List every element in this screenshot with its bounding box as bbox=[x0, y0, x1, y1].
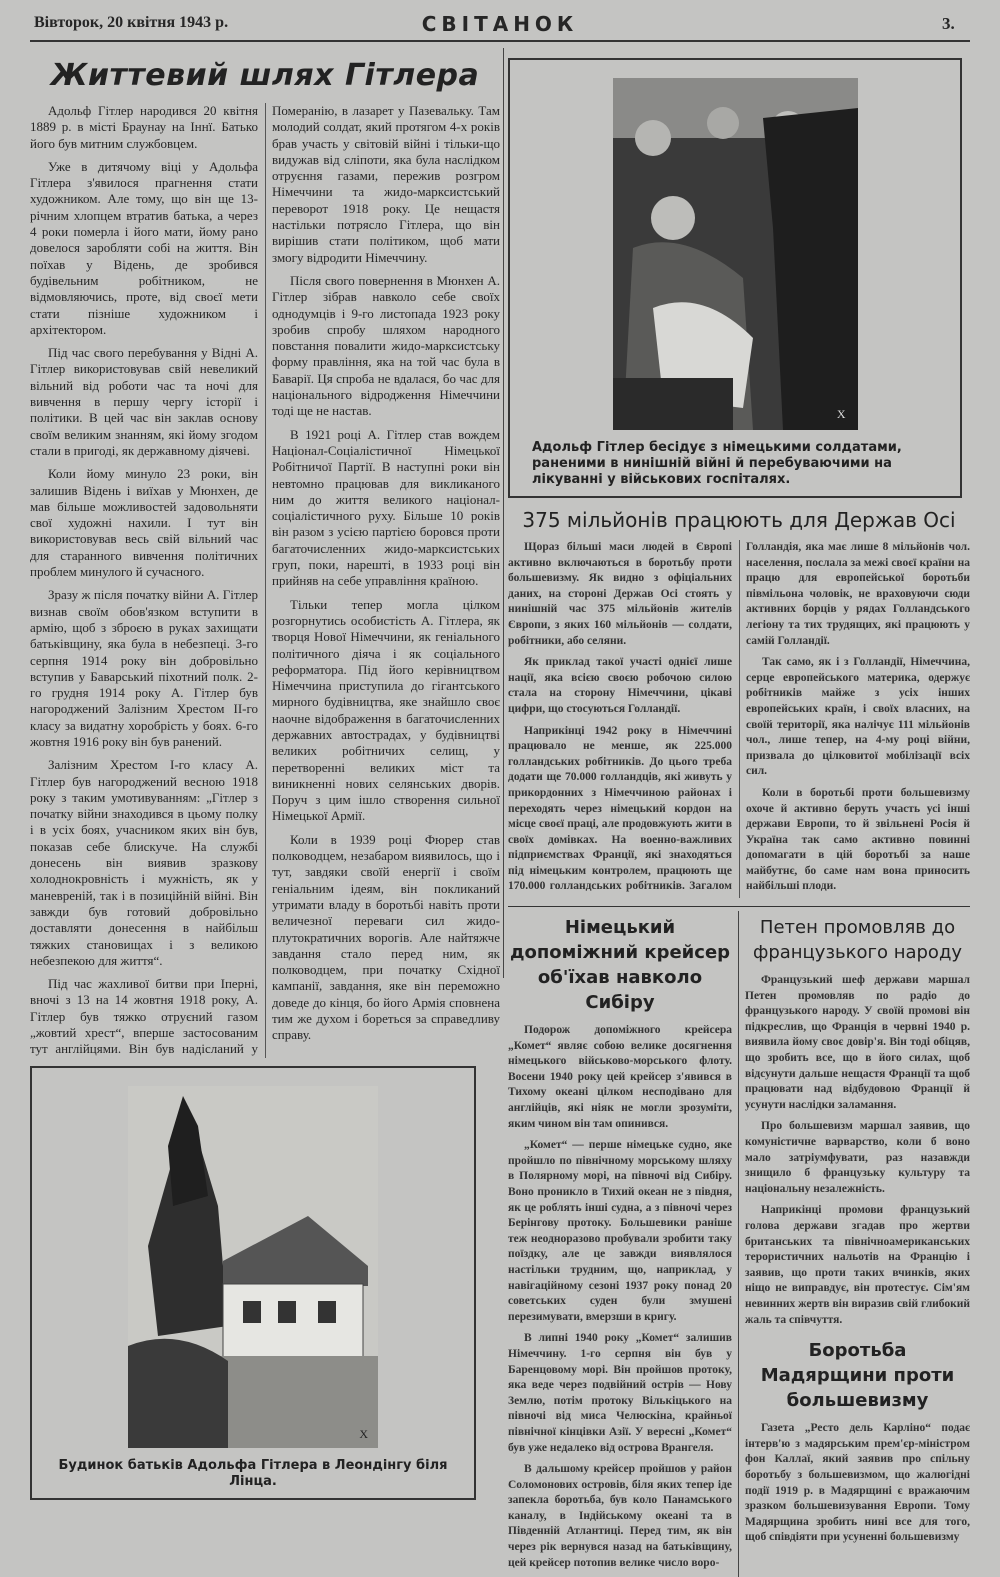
article-title-komet: Німецький допоміжний крейсер об'їхав навколо Сибіру bbox=[509, 917, 731, 1014]
photo-box-soldiers bbox=[508, 58, 962, 498]
photo-mark: X bbox=[836, 407, 846, 421]
article-paragraph: Коли в боротьбі проти большевизму охоче й активно беруть участь усі інші держави Европи, то й звільнені Росія й Україна так само активно повинні допомагати в цій боротьбі за наше майбутнє, бо саме нам вона приносить найбільші плоди. bbox=[746, 786, 970, 893]
article-paragraph: Як приклад такої участі однієї лише нації, яка всією своєю робочою силою стала на сторону Німеччини, цікаві цифри, що стосуються Голландії. bbox=[508, 656, 732, 715]
article-paragraph: В 1921 році А. Гітлер став вождем Націонал-Соціалістичної Німецької Робітничої Партії. В наступні роки він невтомно працював для викликаного ним до життя великого націонал-соціалістичного руху. Більше 10 років він разом з усією партією боровся проти багаточисленних жидо-марксистських груп, поки, нарешті, в 1933 році він прийняв на себе управління країною. bbox=[272, 426, 500, 589]
article-title-hungary: Боротьба Мадярщини проти большевизму bbox=[760, 1340, 955, 1412]
soldiers-image bbox=[613, 78, 858, 430]
article-title-axis: 375 мільйонів працюють для Держав Осі bbox=[522, 508, 956, 532]
issue-date: Вівторок, 20 квітня 1943 р. bbox=[34, 14, 229, 31]
left-section bbox=[30, 44, 500, 1500]
komet-column bbox=[508, 911, 739, 1577]
article-paragraph: Під час жахливої битви при Іперні, вночі з 13 на 14 жовтня 1918 року, А. Гітлер був тяжко отруєний газом „жовтий хрест“, вперше застосованим тут англійцями. Він був надісланий у Померанію, в лазарет у Пазевальку. Там молодий солдат, який протягом 4-х років брав участь у світовій війні і тільки-що видужав від сліпоти, яка була наслідком отруєння газами, пережив розгром Німеччини та жидо-марксистський переворот 1918 року. Це нещастя настільки потрясло Гітлера, що він вирішив стати політиком, щоб мати змогу відродити Німеччину. bbox=[30, 103, 500, 1057]
article-paragraph: Після свого повернення в Мюнхен А. Гітлер зібрав навколо себе своїх однодумців і 9-го листопада 1923 року зробив спробу шляхом народного повстання повалити жидо-марксистську форму правління, яка на той час була в Баварії. Ця спроба не вдалася, бо час для національного відродження Німеччини тоді ще не настав. bbox=[272, 272, 500, 419]
newspaper-title: СВІТАНОК bbox=[421, 12, 579, 36]
house-photo bbox=[128, 1086, 378, 1448]
article-paragraph: В липні 1940 року „Комет“ залишив Німеччину. 1-го серпня він був у Баренцовому морі. Він пройшов протоку, яка веде через подвійний острів — Нову Землю, потім протоку Вількіцького на півночі від миса Челюскіна, крайньої північної кінцівки Азії. У вересні „Комет“ був уже недалеко від острова Врангеля. bbox=[508, 1332, 732, 1454]
article-paragraph: Тільки тепер могла цілком розгорнутись особистість А. Гітлера, як творця Нової Німеччини, як геніального політичного діяча і як соціального реформатора. Під його керівництвом Німеччина приступила до гігантського мирного будівництва, яке знайшло своє наочне відображення в багаточисленних державних автострадах, у будівництві великих робітничих селищ, у перетворенні великих міст та виникненні нових селянських дворів. Поруч з цим ішло створення сильної Німецької Армії. bbox=[272, 596, 500, 824]
article-title-petain: Петен промовляв до французького народу bbox=[752, 917, 963, 964]
article-paragraph: Уже в дитячому віці у Адольфа Гітлера з'явилося прагнення стати художником. Але тому, що він ще 13-річним хлопцем втратив батька, а через 4 роки померла і його мати, йому рано довелося заробляти собі на життя. Він поїхав у Відень, де зробився будівельним робітником, не відмовляючись, проте, від своєї мети стати пізніше художником і архітектором. bbox=[30, 158, 258, 337]
article-body-hungary bbox=[745, 1421, 970, 1546]
column-divider bbox=[503, 48, 504, 978]
article-title-hitler: Життевий шлях Гітлера bbox=[50, 58, 480, 93]
article-paragraph: В дальшому крейсер пройшов у район Соломонових островів, біля яких тепер іде запекла боротьба, був коло Панамського каналу, в Індійському океані та в Південній Атлантиці. Перед тим, як він через рік вернувся назад на батьківщину, цей крейсер потопив велике число воро- bbox=[508, 1463, 732, 1569]
article-paragraph: Коли в 1939 році Фюрер став полководцем, незабаром виявилось, що і тут, завдяки своїй енергії і своїм геніальним ідеям, він покликаний утримати владу в боротьбі навіть проти величезної переваги сил жидо-плутократичних ворогів. Але найтяжче завдання стало перед ним, як полководцем, при початку Східної кампанії, завдання, яке він переможно доведе до кінця, бо його Армія сповнена тим же духом і бореться за справедливу справу. bbox=[272, 831, 500, 1043]
article-paragraph: Щораз більші маси людей в Європі активно включаються в боротьбу проти большевизму. Як видно з офіціальних даних, на стороні Держав Осі стоять у нинішній час 375 мільйонів жителів Європи, з яких 160 мільйонів — солдати, робітники, або селяни. bbox=[508, 541, 732, 647]
article-paragraph: Наприкінці 1942 року в Німеччині працювало не менше, як 225.000 голландських робітників. До цього треба додати ще 70.000 голландців, які живуть у прикордонних з Німеччиною районах і переходять через німецький кордон на місце своєї праці, але продовжують жити в своїх домівках. На военно-важливих підприємствах Франції, які знаходяться під німецьким контролем, працюють ще 170.000 голландських робітників. Загалом Голландія, яка має лише 8 мільйонів чол. населення, послала за межі своєї країни на працю для европейської боротьби півмільона чоловік, не враховуючи сюди активних борців у рядах Голландського легіону та тих трудящих, які працюють у самій Голландії. bbox=[508, 541, 970, 893]
right-column bbox=[739, 911, 970, 1577]
article-paragraph: Французький шеф держави маршал Петен промовляв по радіо до французького народу. У своїй промові він підкреслив, що Франція в червні 1940 р. виявила йому своє довір'я. Він тоді обіцяв, що зробить все, що в його силах, щоб відсунути дальше нещастя Франції та щоб працювати над відбудовою Франції й усунути наслідки заламання. bbox=[745, 974, 970, 1111]
article-body-axis bbox=[508, 540, 970, 898]
article-body-hitler bbox=[30, 103, 500, 1058]
article-paragraph: Подорож допоміжного крейсера „Комет“ являє собою велике досягнення німецького військово-морського флоту. Восени 1940 року цей крейсер з'явився в Тихому океані цілком несподівано для англійців, які ніяк не могли зрозуміти, яким чином він там опинився. bbox=[508, 1024, 732, 1130]
article-paragraph: Коли йому минуло 23 роки, він залишив Відень і виїхав у Мюнхен, де мав більше можливостей задовольняти свої художні нахили. І тут він використовував весь свій вільний час для старанного вивчення політичних проблем минулого й сучасного. bbox=[30, 466, 258, 580]
article-paragraph: Зразу ж після початку війни А. Гітлер визнав своїм обов'язком вступити в армію, щоб з зброєю в руках захищати батьківщину, яка була в небезпеці. 3-го серпня 1914 року він добровільно вступив у Баварський піхотний полк. 2-го грудня 1914 року А. Гітлер був нагороджений Залізним Хрестом II-го класу за видатну хоробрість у боях. 6-го жовтня 1916 року він був ранений. bbox=[30, 587, 258, 749]
photo-mark: X bbox=[359, 1426, 368, 1441]
photo-caption-house: Будинок батьків Адольфа Гітлера в Леондінгу біля Лінца. bbox=[58, 1457, 448, 1489]
article-paragraph: Залізним Хрестом I-го класу А. Гітлер був нагороджений весною 1918 року з таким умотивуванням: „Гітлер з початку війни знаходився в цьому полку і в усіх боях, учасником яких він був, показав себе блискуче. На службі донесень він виявив зразкову холоднокровність і мужність, як у маневреній, так і в позиційній війні. Він завжди був готовий добровільно доставляти донесення в найбільш тяжких становищах і з великою небезпекою для життя“. bbox=[30, 757, 258, 968]
article-paragraph: Газета „Ресто дель Карліно“ подає інтерв'ю з мадярським прем'єр-міністром фон Каллаї, який заявив про спільну боротьбу з большевизмом, що жалюгідні події 1919 р. в Мадярщині є вражаючим зразком большевизування Европи. Тому Мадярщина зробить нині все для того, щоб співдіяти при усуненні большевизму bbox=[745, 1422, 970, 1544]
lower-columns bbox=[508, 906, 970, 1577]
article-body-petain bbox=[745, 973, 970, 1328]
soldiers-photo bbox=[613, 78, 858, 430]
photo-caption-soldiers: Адольф Гітлер бесідує з німецькими солдатами, раненими в нинішній війні й перебуваючими на лікуванні у військових госпіталях. bbox=[532, 440, 902, 487]
article-paragraph: Так само, як і з Голландії, Німеччина, серце европейського материка, одержує робітників майже з усіх інших европейських країн, і своїх власних, на своїй території, яка налічує 111 мільйонів чол., лише тепер, на 4-му році війни, призвала до цілковитої мобілізації всіх сил. bbox=[746, 656, 970, 778]
page-number: 3. bbox=[942, 14, 955, 33]
article-body-komet bbox=[508, 1023, 732, 1571]
house-image bbox=[128, 1086, 378, 1448]
article-paragraph: Під час свого перебування у Відні А. Гітлер використовував свій невеликий вільний від роботи час та ночі для вивчення в першу чергу історії і політики. В цей час він заклав основу своїм великим знанням, які йому згодом стали в пригоді, як державному діячеві. bbox=[30, 345, 258, 458]
right-section bbox=[508, 58, 970, 1577]
article-paragraph: Адольф Гітлер народився 20 квітня 1889 р. в місті Браунау на Іннї. Батько його був митним службовцем. bbox=[30, 103, 258, 151]
masthead-rule bbox=[30, 40, 970, 42]
article-paragraph: Про большевизм маршал заявив, що комуністичне варварство, коли б воно мало затріумфувати, раз назавжди знищило б французьку культуру та національну незалежність. bbox=[745, 1120, 970, 1195]
article-paragraph: Наприкінці промови французький голова держави згадав про жертви британських та північноамериканських терористичних нальотів на Францію і заявив, що проти таких вчинків, яких ніщо не виправдує, він протестує. Сім'ям невинних жертв він виразив свій глибокий жаль та співчуття. bbox=[745, 1204, 970, 1326]
article-paragraph: „Комет“ — перше німецьке судно, яке пройшло по північному морському шляху в Полярному морі, на півночі від Сибіру. Воно проникло в Тихий океан не з півдня, як це роблять інші судна, а з півночі через Берінгову протоку. Большевики раніше теж неодноразово пробували зробити таку поїздку, але це завжди виявлялося настільки трудним, що, наприклад, у навігаційному сезоні 1937 року понад 20 советських суден були змушені перезимувати, вмерзши в кригу. bbox=[508, 1139, 732, 1323]
